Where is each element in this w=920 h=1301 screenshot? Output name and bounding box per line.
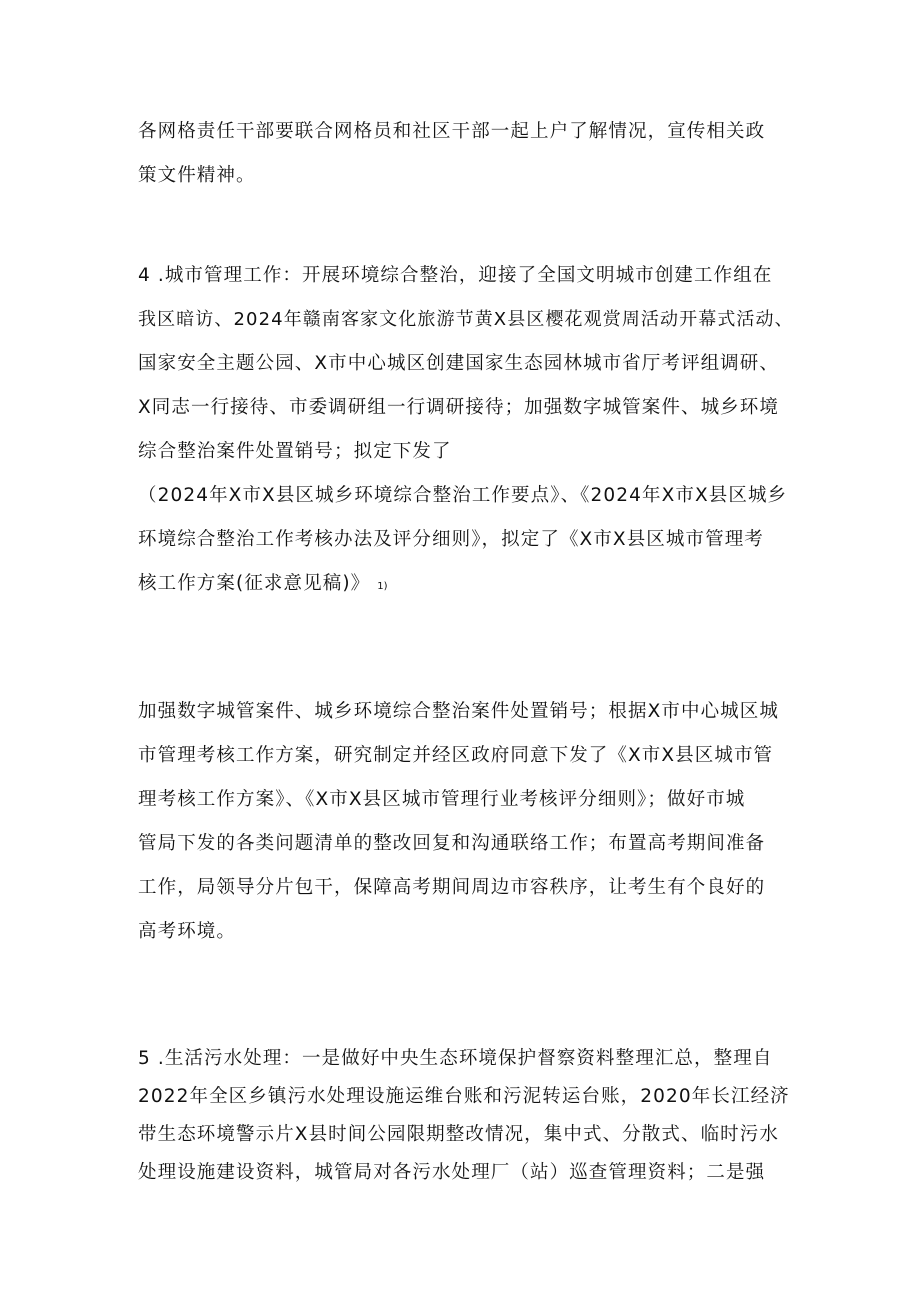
text-line: 理考核工作方案》、《X市X县区城市管理行业考核评分细则》；做好市城 (138, 789, 746, 810)
text-line (138, 562, 798, 606)
text-line: 加强数字城管案件、城乡环境综合整治案件处置销号；根据X市中心城区城 (138, 701, 779, 722)
text-line: 5 .生活污水处理：一是做好中央生态环境保护督察资料整理汇总，整理自 (138, 1048, 773, 1069)
text-line: 工作，局领导分片包干，保障高考期间周边市容秩序，让考生有个良好的 (138, 877, 766, 898)
footnote-mark: 1) (377, 581, 388, 592)
text-line: 市管理考核工作方案，研究制定并经区政府同意下发了《X市X县区城市管 (138, 745, 774, 766)
text-line: （2024年X市X县区城乡环境综合整治工作要点》、《2024年X市X县区城乡 (138, 485, 788, 506)
text-line: 综合整治案件处置销号；拟定下发了 (138, 441, 452, 462)
text-line: 策文件精神。 (138, 165, 256, 186)
paragraph-intro (138, 110, 798, 198)
text-line: 环境综合整治工作考核办法及评分细则》，拟定了《X市X县区城市管理考 (138, 529, 764, 550)
paragraph-digital-management (138, 690, 798, 954)
paragraph-city-management (138, 254, 798, 606)
text-line: X同志一行接待、市委调研组一行调研接待；加强数字城管案件、城乡环境 (138, 397, 779, 418)
paragraph-sewage-treatment (138, 1040, 798, 1192)
text-line: 国家安全主题公园、X市中心城区创建国家生态园林城市省厅考评组调研、 (138, 353, 779, 374)
text-line: 处理设施建设资料，城管局对各污水处理厂（站）巡查管理资料；二是强 (138, 1162, 766, 1183)
text-line: 4 .城市管理工作：开展环境综合整治，迎接了全国文明城市创建工作组在 (138, 265, 773, 286)
text-line: 管局下发的各类问题清单的整改回复和沟通联络工作；布置高考期间准备 (138, 833, 766, 854)
text-line: 2022年全区乡镇污水处理设施运维台账和污泥转运台账，2020年长江经济 (138, 1086, 790, 1107)
text-line: 高考环境。 (138, 921, 237, 942)
text-line-main: 核工作方案(征求意见稿)》 (138, 573, 371, 594)
text-line: 带生态环境警示片X县时间公园限期整改情况，集中式、分散式、临时污水 (138, 1124, 779, 1145)
text-line: 我区暗访、2024年赣南客家文化旅游节黄X县区樱花观赏周活动开幕式活动、 (138, 309, 794, 330)
text-line: 各网格责任干部要联合网格员和社区干部一起上户了解情况，宣传相关政 (138, 121, 766, 142)
